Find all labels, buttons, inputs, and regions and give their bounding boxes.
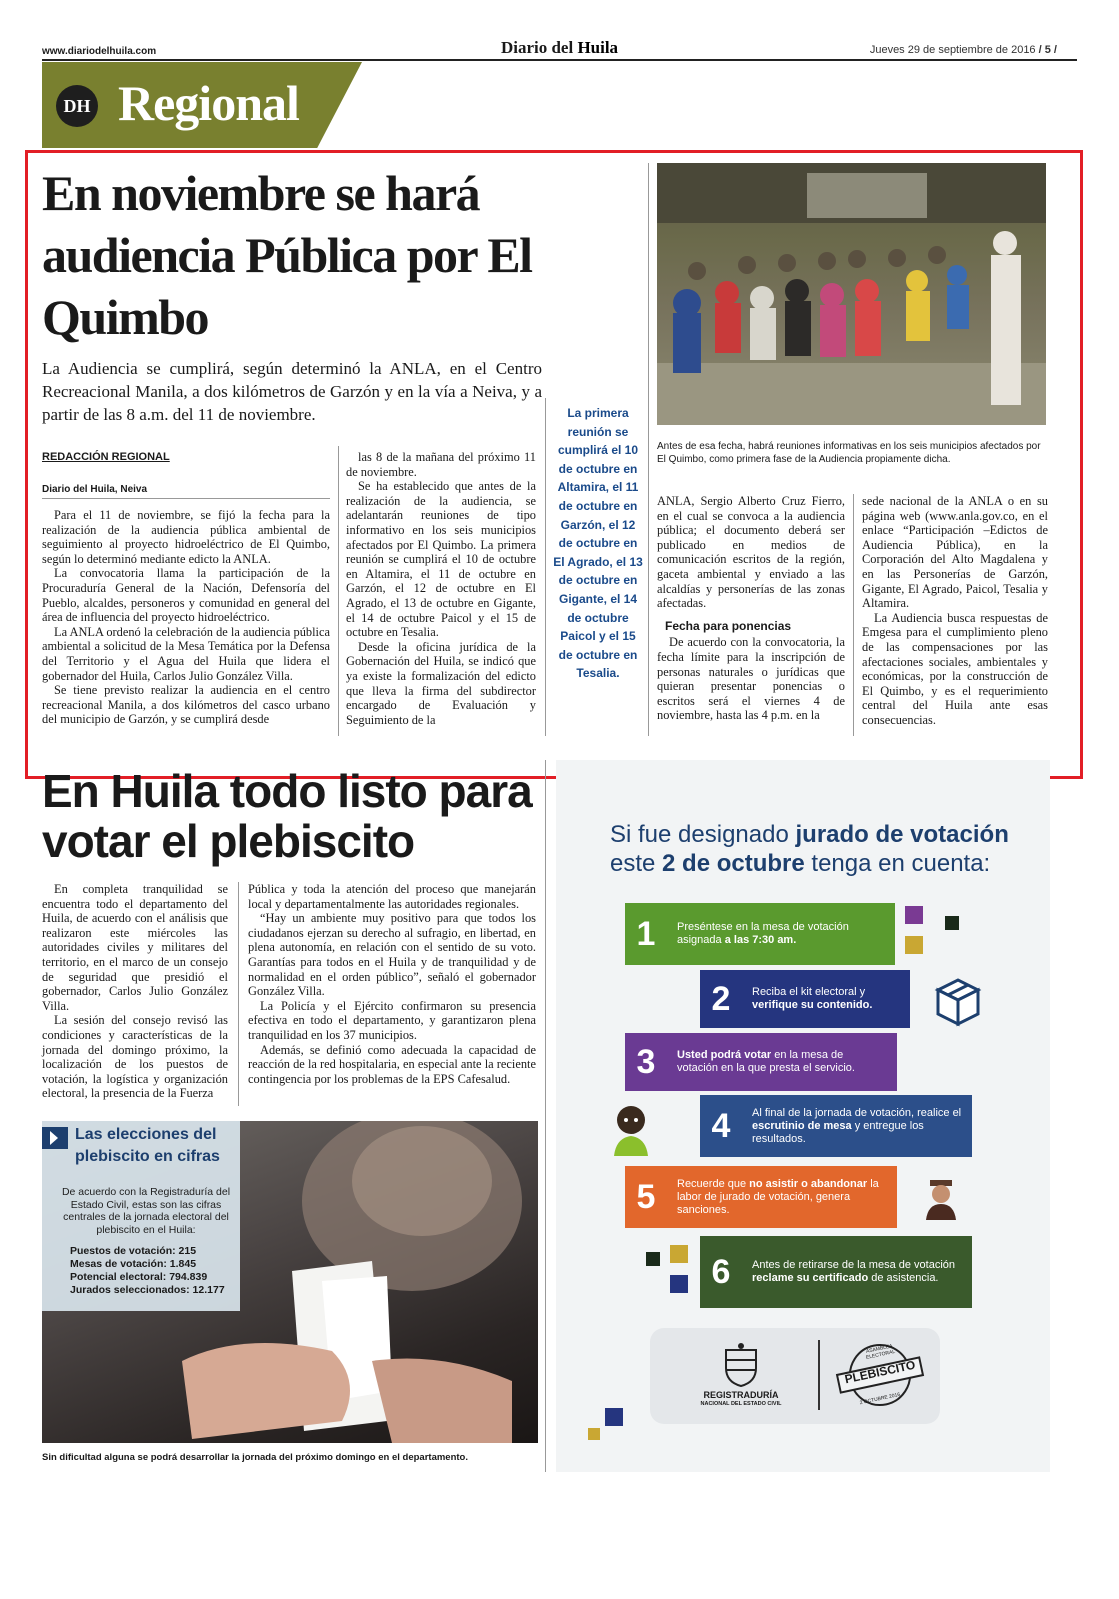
step-number: 3: [636, 1042, 656, 1081]
paragraph: sede nacional de la ANLA o en su página web (www.anla.gov.co, en el enlace “Participación –Edictos de Audiencia Pública), en la Corporación del Alto Magdalena y en las Personerías de Garzón, Gigante, El Agrado, Paicol, Tesalia y Altamira.: [862, 494, 1048, 611]
figure-item: Jurados seleccionados: 12.177: [70, 1284, 225, 1296]
figures-title: [75, 1124, 220, 1168]
paragraph: De acuerdo con la convocatoria, la fecha límite para la inscripción de personas naturales o jurídicas que quieran presentar ponencias o escritos será el viernes 4 de noviembre, hasta las 4 p.m. en la: [657, 635, 845, 723]
page-number: 5: [1044, 44, 1051, 56]
child-avatar-icon: [608, 1100, 654, 1156]
article1-byline: REDACCIÓN REGIONAL: [42, 451, 170, 463]
figures-list: [70, 1245, 225, 1297]
paragraph: La ANLA ordenó la celebración de la audiencia pública ambiental a solicitud de la Mesa Temática por la Defensa del Territorio y el Agua del Huila que lidera el gobernador del Huila, Carlos Julio González Villa.: [42, 624, 330, 683]
masthead-huila: Huila: [577, 38, 619, 57]
section-title: Regional: [118, 75, 299, 131]
ad-headline-bold: 2 de octubre: [662, 850, 805, 877]
adult-avatar-icon: [920, 1176, 962, 1220]
decorative-square: [905, 906, 923, 924]
chevron-right-icon: [42, 1127, 68, 1149]
column-rule: [338, 446, 339, 736]
figures-title-line1: Las elecciones del: [75, 1126, 217, 1143]
stamp-text: PLEBISCITO: [843, 1357, 917, 1387]
paragraph: “Hay un ambiente muy positivo para que todos los ciudadanos ejerzan su derecho al sufragio, en libertad, en plena autonomía, en relación con el sentido de su voto. Garantías para todos en el Huila y de tranquilidad y de normalidad en el orden público”, señaló el gobernador González Villa.: [248, 911, 536, 999]
step-text: Recuerde que no asistir o abandonar la labor de jurado de votación, genera sanciones.: [677, 1177, 879, 1216]
site-url[interactable]: www.diariodelhuila.com: [42, 46, 157, 57]
figure-item: Puestos de votación: 215: [70, 1245, 197, 1257]
paragraph: La Audiencia busca respuestas de Emgesa para el cumplimiento pleno de las compensaciones por las afectaciones sociales, ambientales y económicas, por la construcción de El Quimbo, y es el requerimiento central del Huila ante esas consecuencias.: [862, 610, 1048, 727]
ad-step-1: [625, 903, 895, 965]
step-number: 4: [711, 1106, 731, 1145]
paragraph: Desde la oficina jurídica de la Gobernación del Huila, se indicó que ya existe la formalización del edicto que lleva la firma del subdirector encargado de Evaluación y Seguimiento de la: [346, 639, 536, 727]
subhead-fecha-ponencias: Fecha para ponencias: [665, 618, 792, 633]
figure-item: Mesas de votación: 1.845: [70, 1258, 197, 1270]
article2-photo-caption: Sin dificultad alguna se podrá desarrollar la jornada del próximo domingo en el departamento.: [42, 1452, 468, 1463]
ad-step-3: [625, 1033, 897, 1091]
column-rule: [545, 398, 546, 736]
step-number: 1: [636, 914, 656, 953]
article1-column-4: [862, 494, 1048, 728]
ad-step-5: [625, 1166, 897, 1228]
decorative-square: [670, 1245, 688, 1263]
article1-photo: [657, 163, 1046, 425]
paragraph: Para el 11 de noviembre, se fijó la fecha para la realización de la audiencia pública ambiental de seguimiento al proyecto hidroeléctrico de El Quimbo, según lo determinó mediante edicto la ANLA.: [42, 508, 330, 566]
figures-intro: De acuerdo con la Registraduría del Estado Civil, estas son las cifras centrales de la jornada electoral del plebiscito en el Huila:: [61, 1186, 231, 1236]
article1-column-3: [657, 494, 845, 723]
masthead-prefix: Diario del: [500, 38, 578, 57]
ad-step-6: [700, 1236, 972, 1308]
decorative-square: [605, 1408, 623, 1426]
paragraph: Se ha establecido que antes de la realización de la audiencia, se adelantarán reuniones de tipo informativo en los seis municipios afectados por El Quimbo. La primera reunión se cumplirá el 10 de octubre en Altamira, el 11 de octubre en Garzón, el 12 de octubre en El Agrado, el 13 de octubre en Gigante, el 14 de octubre Paicol y el 15 de octubre en Tesalia.: [346, 479, 536, 640]
stamp-bottom-text: 2 OCTUBRE 2016: [859, 1391, 901, 1407]
paragraph: En completa tranquilidad se encuentra todo el departamento del Huila, de acuerdo con el análisis que realizaron este miércoles las autoridades civiles y militares del territorio, en el marco de un consejo de seguridad que presidió el gobernador, Carlos Julio González Villa.: [42, 882, 228, 1013]
article1-photo-caption: Antes de esa fecha, habrá reuniones informativas en los seis municipios afectados por El Quimbo, como primera fase de la Audiencia propiamente dicha.: [657, 441, 1041, 465]
meeting-photo-illustration: [657, 163, 1046, 425]
step-text: Antes de retirarse de la mesa de votación reclame su certificado de asistencia.: [752, 1259, 956, 1284]
coat-of-arms-icon: [718, 1342, 764, 1388]
column-rule: [545, 760, 546, 1472]
ad-headline: [610, 820, 1050, 878]
step-number: 6: [711, 1252, 731, 1291]
decorative-square: [905, 936, 923, 954]
article1-lead: La Audiencia se cumplirá, según determinó la ANLA, en el Centro Recreacional Manila, a dos kilómetros de Garzón y en la vía a Neiva, y a partir de las 8 a.m. del 11 de noviembre.: [42, 359, 542, 424]
column-rule: [853, 494, 854, 736]
article2-headline: En Huila todo listo para votar el plebiscito: [42, 765, 532, 867]
ad-step-4: [700, 1095, 972, 1157]
article2-column-1: [42, 882, 228, 1101]
figure-item: Potencial electoral: 794.839: [70, 1271, 208, 1283]
ad-headline-bold: jurado de votación: [795, 821, 1009, 848]
paragraph: ANLA, Sergio Alberto Cruz Fierro, en el cual se convoca a la audiencia pública; el documento deberá ser publicado en medios de comunicación escritos de la región, gaceta ambiental y enviado a las alcaldías y personerías de las zonas afectadas.: [657, 494, 845, 611]
decorative-square: [670, 1275, 688, 1293]
paragraph: La sesión del consejo revisó las condiciones y características de la jornada del domingo próximo, la localización de los puestos de votación, la logística y organización electoral, la presencia de la Fuerza: [42, 1013, 228, 1101]
step-number: 5: [636, 1177, 656, 1216]
article1-column-1: [42, 508, 330, 727]
byline-rule: [42, 498, 330, 499]
column-rule: [238, 882, 239, 1106]
decorative-square: [588, 1428, 600, 1440]
article1-pullquote: La primera reunión se cumplirá el 10 de octubre en Altamira, el 11 de octubre en Garzón, el 12 de octubre en El Agrado, el 13 de octubre en Gigante, el 14 de octubre Paicol y el 15 de octubre en Tesalia.: [553, 406, 643, 681]
paragraph: La convocatoria llama la participación de la Procuraduría General de la Nación, Defensoría del Pueblo, alcaldes, personeros y comunidad en general del área de influencia del proyecto hidroeléctrico.: [42, 566, 330, 625]
article1-source: Diario del Huila, Neiva: [42, 484, 148, 495]
stamp-top-text: ASAMBLEA ELECTORAL: [865, 1343, 896, 1361]
ad-step-2: [700, 970, 910, 1028]
article1-headline: En noviembre se hará audiencia Pública por El Quimbo: [42, 165, 532, 345]
figures-title-line2: plebiscito en cifras: [75, 1148, 220, 1165]
step-number: 2: [711, 979, 731, 1018]
article1-column-2: [346, 450, 536, 727]
registraduria-logo-subtext: NACIONAL DEL ESTADO CIVIL: [700, 1401, 782, 1407]
paragraph: Pública y toda la atención del proceso que manejarán local y departamentalmente las autoridades regionales.: [248, 882, 536, 911]
dh-logo-badge: DH: [56, 85, 98, 127]
header-rule: [42, 59, 1077, 61]
step-text: Reciba el kit electoral y verifique su contenido.: [752, 986, 873, 1011]
ad-headline-text: Si fue designado: [610, 821, 796, 848]
plebiscito-stamp: [832, 1340, 928, 1410]
ballot-box-icon: [930, 972, 986, 1028]
article2-column-2: [248, 882, 536, 1086]
column-rule: [648, 163, 649, 736]
registraduria-logo-text: REGISTRADURÍA: [703, 1390, 779, 1400]
step-text: Usted podrá votar en la mesa de votación en la que presta el servicio.: [677, 1049, 855, 1074]
dateline: Jueves 29 de septiembre de 2016 / 5 /: [869, 44, 1057, 56]
logo-divider: [818, 1340, 820, 1410]
step-text: Al final de la jornada de votación, realice el escrutinio de mesa y entregue los resultados.: [752, 1106, 962, 1145]
ad-headline-text: este: [610, 850, 663, 877]
paragraph: La Policía y el Ejército confirmaron su presencia efectiva en todo el departamento, y garantizaron plena tranquilidad en los 37 municipios.: [248, 998, 536, 1042]
paragraph: Se tiene previsto realizar la audiencia en el centro recreacional Manila, a dos kilómetros del casco urbano del municipio de Garzón, y se cumplirá desde: [42, 683, 330, 727]
paragraph: las 8 de la mañana del próximo 11 de noviembre.: [346, 450, 536, 479]
paragraph: Además, se definió como adecuada la capacidad de reacción de la red hospitalaria, en especial ante la reciente contingencia por los problemas de la EPS Cafesalud.: [248, 1042, 536, 1086]
date-text: Jueves 29 de septiembre de 2016: [869, 44, 1036, 56]
ad-headline-text: tenga en cuenta:: [804, 850, 991, 877]
decorative-square: [945, 916, 959, 930]
step-text: Preséntese en la mesa de votación asignada a las 7:30 am.: [677, 921, 849, 946]
decorative-square: [646, 1252, 660, 1266]
